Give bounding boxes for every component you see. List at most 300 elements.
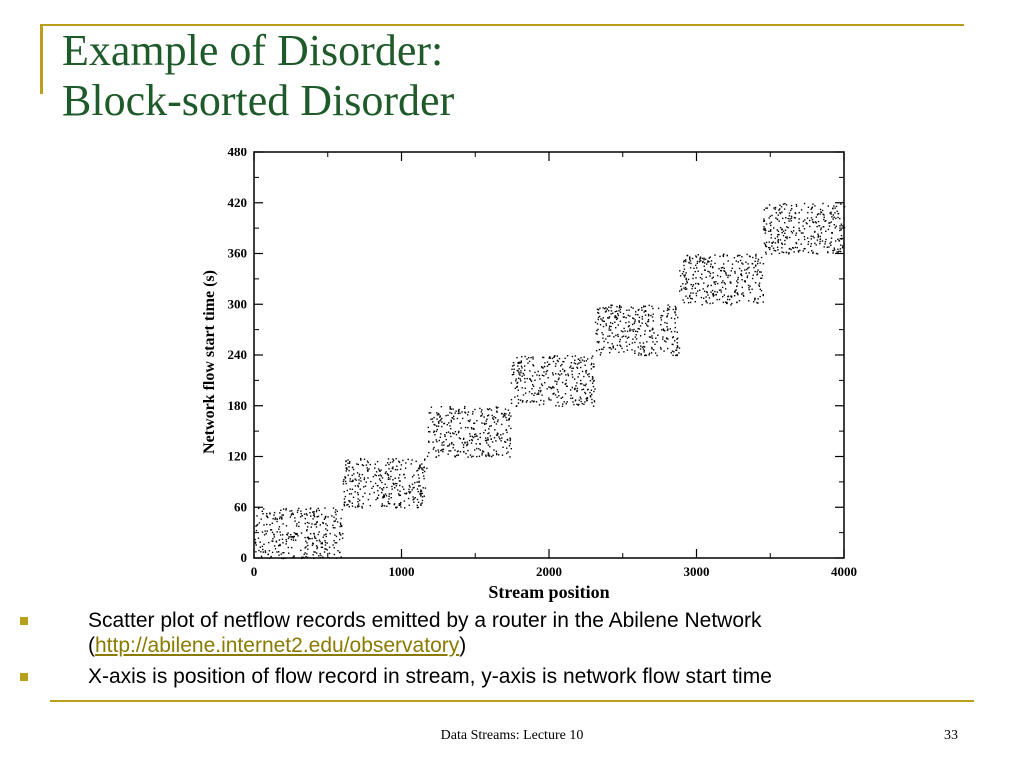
data-point xyxy=(307,557,308,558)
data-point xyxy=(706,277,707,278)
data-point xyxy=(297,512,298,513)
data-point xyxy=(663,328,664,329)
data-point xyxy=(304,554,305,555)
data-point xyxy=(367,477,368,478)
data-point xyxy=(488,428,489,429)
data-point xyxy=(511,448,512,449)
data-point xyxy=(476,435,477,436)
data-point xyxy=(822,240,823,241)
data-point xyxy=(581,383,582,384)
data-point xyxy=(453,433,454,434)
data-point xyxy=(357,492,358,493)
data-point xyxy=(718,268,719,269)
data-point xyxy=(837,211,838,212)
data-point xyxy=(804,239,805,240)
data-point xyxy=(730,283,731,284)
data-point xyxy=(811,243,812,244)
data-point xyxy=(584,392,585,393)
data-point xyxy=(583,376,584,377)
data-point xyxy=(787,236,788,237)
data-point xyxy=(498,454,499,455)
data-point xyxy=(590,380,591,381)
data-point xyxy=(755,254,756,255)
data-point xyxy=(377,485,378,486)
data-point xyxy=(332,544,333,545)
data-point xyxy=(727,255,728,256)
data-point xyxy=(313,533,314,534)
data-point xyxy=(682,283,683,284)
data-point xyxy=(703,298,704,299)
data-point xyxy=(796,206,797,207)
data-point xyxy=(373,476,374,477)
data-point xyxy=(359,500,360,501)
data-point xyxy=(329,553,330,554)
data-point xyxy=(382,489,383,490)
data-point xyxy=(553,374,554,375)
data-point xyxy=(461,427,462,428)
data-point xyxy=(441,406,442,407)
data-point xyxy=(358,494,359,495)
data-point xyxy=(421,463,422,464)
data-point xyxy=(393,460,394,461)
data-point xyxy=(821,227,822,228)
data-point xyxy=(378,475,379,476)
data-point xyxy=(574,362,575,363)
data-point xyxy=(768,231,769,232)
data-point xyxy=(753,267,754,268)
data-point xyxy=(771,222,772,223)
data-point xyxy=(520,380,521,381)
data-point xyxy=(555,366,556,367)
data-point xyxy=(269,512,270,513)
data-point xyxy=(520,370,521,371)
data-point xyxy=(447,415,448,416)
data-point xyxy=(480,433,481,434)
data-point xyxy=(693,274,694,275)
data-point xyxy=(417,499,418,500)
data-point xyxy=(703,288,704,289)
data-point xyxy=(696,256,697,257)
data-point xyxy=(520,362,521,363)
data-point xyxy=(700,277,701,278)
data-point xyxy=(651,352,652,353)
data-point xyxy=(494,437,495,438)
data-point xyxy=(309,512,310,513)
data-point xyxy=(316,511,317,512)
data-point xyxy=(635,331,636,332)
data-point xyxy=(603,347,604,348)
data-point xyxy=(798,228,799,229)
data-point xyxy=(649,330,650,331)
data-point xyxy=(391,493,392,494)
data-point xyxy=(706,263,707,264)
data-point xyxy=(291,510,292,511)
data-point xyxy=(628,337,629,338)
data-point xyxy=(255,539,256,540)
data-point xyxy=(359,475,360,476)
data-point xyxy=(766,223,767,224)
data-point xyxy=(765,252,766,253)
data-point xyxy=(690,292,691,293)
data-point xyxy=(330,533,331,534)
data-point xyxy=(592,376,593,377)
data-point xyxy=(533,386,534,387)
data-point xyxy=(506,429,507,430)
data-point xyxy=(464,442,465,443)
data-point xyxy=(569,367,570,368)
data-point xyxy=(788,220,789,221)
data-point xyxy=(778,242,779,243)
data-point xyxy=(548,377,549,378)
data-point xyxy=(777,234,778,235)
data-point xyxy=(538,394,539,395)
data-point xyxy=(432,418,433,419)
data-point xyxy=(517,395,518,396)
data-point xyxy=(731,296,732,297)
data-point xyxy=(615,327,616,328)
bottom-accent-line xyxy=(50,700,974,702)
data-point xyxy=(692,258,693,259)
data-point xyxy=(741,293,742,294)
data-point xyxy=(716,299,717,300)
data-point xyxy=(781,206,782,207)
data-point xyxy=(580,367,581,368)
data-point xyxy=(591,368,592,369)
data-point xyxy=(532,375,533,376)
data-point xyxy=(840,229,841,230)
data-point xyxy=(356,480,357,481)
data-point xyxy=(377,497,378,498)
data-point xyxy=(578,362,579,363)
data-point xyxy=(610,307,611,308)
data-point xyxy=(385,465,386,466)
data-point xyxy=(322,547,323,548)
data-point xyxy=(492,441,493,442)
data-point xyxy=(753,301,754,302)
data-point xyxy=(648,354,649,355)
data-point xyxy=(667,330,668,331)
data-point xyxy=(618,352,619,353)
data-point xyxy=(593,391,594,392)
data-point xyxy=(451,443,452,444)
bullet-1-text-after: ) xyxy=(459,634,467,657)
data-point xyxy=(365,486,366,487)
data-point xyxy=(811,250,812,251)
data-point xyxy=(749,272,750,273)
data-point xyxy=(336,542,337,543)
data-point xyxy=(468,420,469,421)
data-point xyxy=(283,514,284,515)
data-point xyxy=(305,552,306,553)
data-point xyxy=(509,456,510,457)
data-point xyxy=(500,440,501,441)
data-point xyxy=(620,312,621,313)
data-point xyxy=(787,227,788,228)
data-point xyxy=(424,471,425,472)
data-point xyxy=(825,241,826,242)
data-point xyxy=(824,221,825,222)
data-point xyxy=(572,387,573,388)
data-point xyxy=(687,282,688,283)
data-point xyxy=(610,329,611,330)
data-point xyxy=(306,553,307,554)
data-point xyxy=(483,432,484,433)
data-point xyxy=(352,475,353,476)
data-point xyxy=(642,323,643,324)
data-point xyxy=(449,425,450,426)
data-point xyxy=(835,218,836,219)
data-point xyxy=(755,255,756,256)
data-point xyxy=(615,315,616,316)
data-point xyxy=(646,324,647,325)
data-point xyxy=(521,366,522,367)
data-point xyxy=(313,511,314,512)
x-axis-label: Stream position xyxy=(488,582,610,602)
data-point xyxy=(397,489,398,490)
data-point xyxy=(771,237,772,238)
data-point xyxy=(613,336,614,337)
data-point xyxy=(777,249,778,250)
data-point xyxy=(293,556,294,557)
data-point xyxy=(638,346,639,347)
data-point xyxy=(396,485,397,486)
data-point xyxy=(441,444,442,445)
data-point xyxy=(730,275,731,276)
data-point xyxy=(833,217,834,218)
data-point xyxy=(451,413,452,414)
data-point xyxy=(438,451,439,452)
data-point xyxy=(321,514,322,515)
data-point xyxy=(641,310,642,311)
data-point xyxy=(824,217,825,218)
data-point xyxy=(337,550,338,551)
data-point xyxy=(743,295,744,296)
data-point xyxy=(386,471,387,472)
data-point xyxy=(510,443,511,444)
data-point xyxy=(570,366,571,367)
data-point xyxy=(817,253,818,254)
data-point xyxy=(680,275,681,276)
data-point xyxy=(419,464,420,465)
data-point xyxy=(816,226,817,227)
data-point xyxy=(802,225,803,226)
data-point xyxy=(344,498,345,499)
data-point xyxy=(549,399,550,400)
data-point xyxy=(560,365,561,366)
data-point xyxy=(841,225,842,226)
data-point xyxy=(811,209,812,210)
data-point xyxy=(486,419,487,420)
data-point xyxy=(690,267,691,268)
data-point xyxy=(481,411,482,412)
data-point xyxy=(667,348,668,349)
data-point xyxy=(643,348,644,349)
data-point xyxy=(495,417,496,418)
data-point xyxy=(500,434,501,435)
data-point xyxy=(618,315,619,316)
data-point xyxy=(619,345,620,346)
data-point xyxy=(307,545,308,546)
data-point xyxy=(567,355,568,356)
data-point xyxy=(303,557,304,558)
data-point xyxy=(471,439,472,440)
data-point xyxy=(335,512,336,513)
data-point xyxy=(482,453,483,454)
data-point xyxy=(720,289,721,290)
data-point xyxy=(651,347,652,348)
data-point xyxy=(412,476,413,477)
data-point xyxy=(614,322,615,323)
data-point xyxy=(755,282,756,283)
data-point xyxy=(577,376,578,377)
data-point xyxy=(775,209,776,210)
data-point xyxy=(564,401,565,402)
data-point xyxy=(603,317,604,318)
data-point xyxy=(531,381,532,382)
data-point xyxy=(636,334,637,335)
data-point xyxy=(523,373,524,374)
data-point xyxy=(597,329,598,330)
data-point xyxy=(724,282,725,283)
data-point xyxy=(553,393,554,394)
data-point xyxy=(411,463,412,464)
data-point xyxy=(363,503,364,504)
data-point xyxy=(442,442,443,443)
data-point xyxy=(460,451,461,452)
data-point xyxy=(333,517,334,518)
data-point xyxy=(605,307,606,308)
data-point xyxy=(444,434,445,435)
data-point xyxy=(603,341,604,342)
data-point xyxy=(773,207,774,208)
data-point xyxy=(673,309,674,310)
data-point xyxy=(782,244,783,245)
y-tick-label: 360 xyxy=(227,245,247,261)
data-point xyxy=(784,203,785,204)
data-point xyxy=(348,475,349,476)
data-point xyxy=(667,328,668,329)
data-point xyxy=(542,375,543,376)
data-point xyxy=(561,364,562,365)
data-point xyxy=(677,345,678,346)
data-point xyxy=(333,507,334,508)
data-point xyxy=(561,398,562,399)
data-point xyxy=(481,409,482,410)
data-point xyxy=(651,335,652,336)
data-point xyxy=(334,547,335,548)
data-point xyxy=(578,404,579,405)
x-tick-label: 0 xyxy=(250,564,258,579)
data-point xyxy=(269,524,270,525)
data-point xyxy=(399,491,400,492)
data-point xyxy=(595,322,596,323)
data-point xyxy=(355,485,356,486)
data-point xyxy=(615,335,616,336)
data-point xyxy=(791,218,792,219)
data-point xyxy=(708,285,709,286)
data-point xyxy=(761,257,762,258)
data-point xyxy=(364,479,365,480)
data-point xyxy=(748,267,749,268)
data-point xyxy=(684,260,685,261)
data-point xyxy=(602,334,603,335)
data-point xyxy=(620,339,621,340)
data-point xyxy=(416,481,417,482)
data-point xyxy=(379,471,380,472)
data-point xyxy=(340,556,341,557)
data-point xyxy=(621,330,622,331)
data-point xyxy=(838,213,839,214)
data-point xyxy=(825,231,826,232)
data-point xyxy=(781,247,782,248)
data-point xyxy=(687,255,688,256)
data-point xyxy=(542,385,543,386)
data-point xyxy=(567,386,568,387)
data-point xyxy=(683,288,684,289)
data-point xyxy=(408,491,409,492)
data-point xyxy=(561,373,562,374)
data-point xyxy=(817,239,818,240)
abilene-link[interactable]: http://abilene.internet2.edu/observatory xyxy=(95,634,460,657)
data-point xyxy=(462,418,463,419)
data-point xyxy=(616,306,617,307)
data-point xyxy=(274,545,275,546)
data-point xyxy=(337,511,338,512)
data-point xyxy=(296,523,297,524)
data-point xyxy=(391,486,392,487)
data-point xyxy=(654,344,655,345)
data-point xyxy=(691,284,692,285)
data-point xyxy=(682,299,683,300)
data-point xyxy=(677,354,678,355)
data-point xyxy=(352,467,353,468)
data-point xyxy=(325,516,326,517)
data-point xyxy=(619,305,620,306)
data-point xyxy=(289,510,290,511)
data-point xyxy=(524,378,525,379)
data-point xyxy=(720,276,721,277)
data-point xyxy=(622,336,623,337)
data-point xyxy=(335,514,336,515)
data-point xyxy=(450,428,451,429)
data-point xyxy=(769,217,770,218)
data-point xyxy=(832,232,833,233)
data-point xyxy=(605,338,606,339)
data-point xyxy=(314,537,315,538)
data-point xyxy=(409,505,410,506)
data-point xyxy=(459,413,460,414)
data-point xyxy=(269,558,270,559)
data-point xyxy=(520,378,521,379)
data-point xyxy=(444,423,445,424)
data-point xyxy=(401,464,402,465)
data-point xyxy=(606,310,607,311)
data-point xyxy=(491,438,492,439)
data-point xyxy=(281,516,282,517)
scatter-chart xyxy=(196,148,866,606)
data-point xyxy=(822,210,823,211)
data-point xyxy=(366,481,367,482)
data-point xyxy=(698,254,699,255)
data-point xyxy=(796,233,797,234)
data-point xyxy=(413,499,414,500)
data-point xyxy=(844,227,845,228)
data-point xyxy=(263,551,264,552)
data-point xyxy=(816,222,817,223)
data-point xyxy=(368,462,369,463)
data-point xyxy=(770,231,771,232)
data-point xyxy=(599,308,600,309)
